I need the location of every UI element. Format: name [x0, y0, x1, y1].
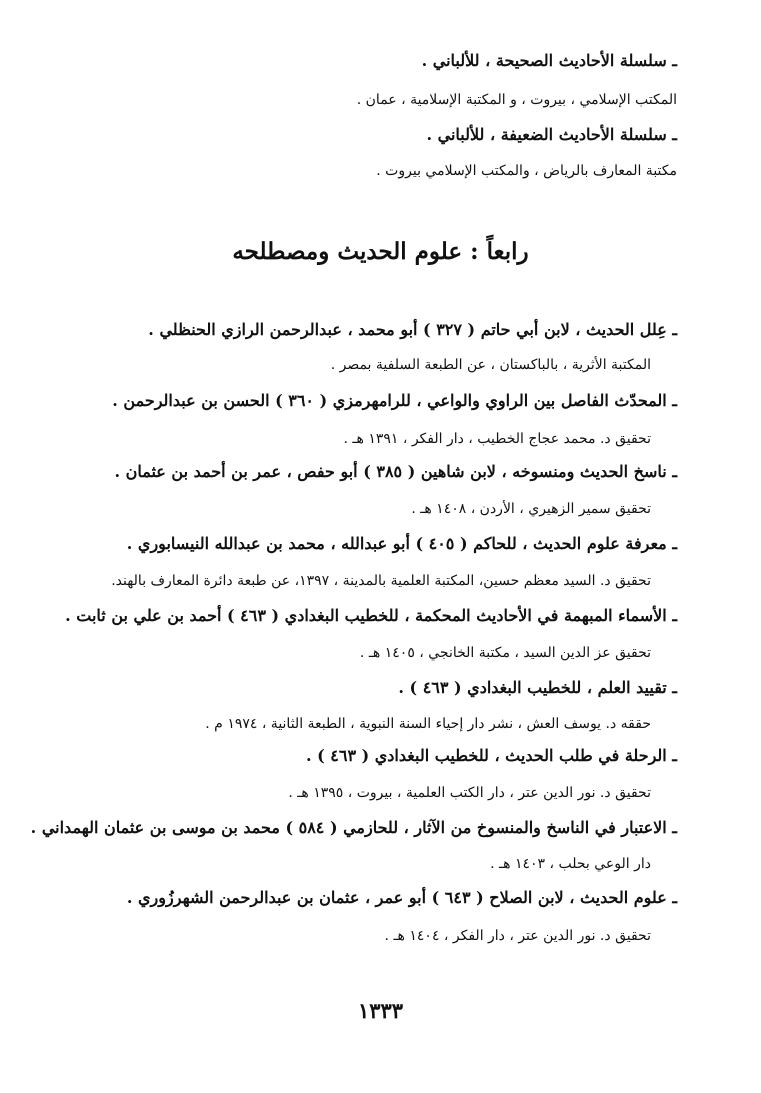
- entry-publisher: المكتبة الأثرية ، بالباكستان ، عن الطبعة السلفية بمصر .: [330, 357, 651, 373]
- entry-publisher: المكتب الإسلامي ، بيروت ، و المكتبة الإسلامية ، عمان .: [356, 92, 677, 108]
- entry-title: ـ ناسخ الحديث ومنسوخه ، لابن شاهين ( ٣٨٥ ) أبو حفص ، عمر بن أحمد بن عثمان .: [114, 462, 677, 481]
- entry-publisher: حققه د. يوسف العش ، نشر دار إحياء السنة النبوية ، الطبعة الثانية ، ١٩٧٤ م .: [205, 716, 651, 732]
- entry-publisher: دار الوعي بحلب ، ١٤٠٣ هـ .: [490, 856, 651, 872]
- entry-title: ـ المحدّث الفاصل بين الراوي والواعي ، للرامهرمزي ( ٣٦٠ ) الحسن بن عبدالرحمن .: [112, 391, 677, 410]
- entry-title: ـ الاعتبار في الناسخ والمنسوخ من الآثار ، للحازمي ( ٥٨٤ ) محمد بن موسى بن عثمان الهمداني .: [30, 818, 677, 837]
- entry-title: ـ الأسماء المبهمة في الأحاديث المحكمة ، للخطيب البغدادي ( ٤٦٣ ) أحمد بن علي بن ثابت .: [65, 606, 677, 625]
- entry-publisher: تحقيق عز الدين السيد ، مكتبة الخانجي ، ١٤٠٥ هـ .: [359, 645, 651, 661]
- entry-title: ـ تقييد العلم ، للخطيب البغدادي ( ٤٦٣ ) .: [398, 678, 677, 697]
- page-number: ١٣٣٣: [357, 998, 404, 1023]
- entry-publisher: تحقيق د. نور الدين عتر ، دار الكتب العلمية ، بيروت ، ١٣٩٥ هـ .: [288, 785, 651, 801]
- entry-publisher: مكتبة المعارف بالرياض ، والمكتب الإسلامي بيروت .: [376, 163, 677, 179]
- entry-title: ـ عِلل الحديث ، لابن أبي حاتم ( ٣٢٧ ) أبو محمد ، عبدالرحمن الرازي الحنظلي .: [148, 320, 677, 339]
- entry-title: ـ معرفة علوم الحديث ، للحاكم ( ٤٠٥ ) أبو عبدالله ، محمد بن عبدالله النيسابوري .: [126, 534, 677, 553]
- entry-title: ـ الرحلة في طلب الحديث ، للخطيب البغدادي ( ٤٦٣ ) .: [306, 746, 677, 765]
- entry-title: ـ سلسلة الأحاديث الصحيحة ، للألباني .: [421, 51, 677, 70]
- section-heading: رابعاً : علوم الحديث ومصطلحه: [232, 238, 529, 265]
- entry-publisher: تحقيق سمير الزهيري ، الأردن ، ١٤٠٨ هـ .: [411, 501, 651, 517]
- entry-publisher: تحقيق د. نور الدين عتر ، دار الفكر ، ١٤٠٤ هـ .: [384, 928, 651, 944]
- entry-publisher: تحقيق د. السيد معظم حسين، المكتبة العلمية بالمدينة ، ١٣٩٧، عن طبعة دائرة المعارف بالهند.: [111, 573, 651, 589]
- entry-title: ـ علوم الحديث ، لابن الصلاح ( ٦٤٣ ) أبو عمر ، عثمان بن عبدالرحمن الشهرزُوري .: [126, 888, 677, 907]
- entry-publisher: تحقيق د. محمد عجاج الخطيب ، دار الفكر ، ١٣٩١ هـ .: [343, 431, 651, 447]
- entry-title: ـ سلسلة الأحاديث الضعيفة ، للألباني .: [426, 125, 677, 144]
